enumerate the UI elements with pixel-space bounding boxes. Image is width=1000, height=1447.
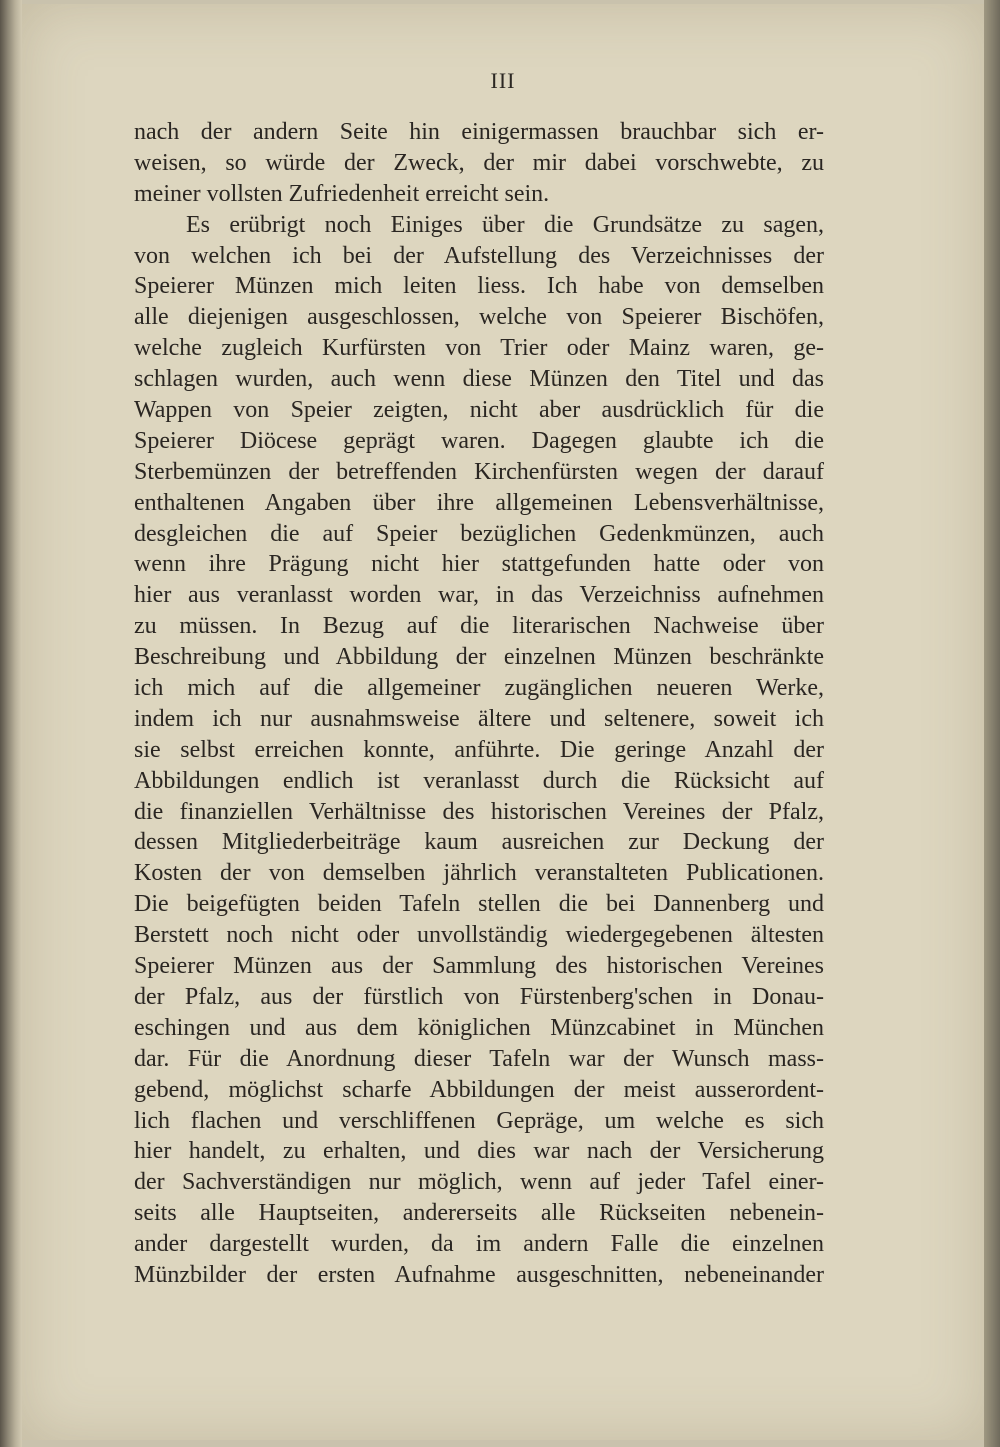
text-line: Speierer Münzen aus der Sammlung des historischen Vereines [134, 953, 824, 980]
text-line: Abbildungen endlich ist veranlasst durch die Rücksicht auf [134, 767, 824, 794]
text-line: ich mich auf die allgemeiner zugänglichen neueren Werke, [134, 675, 824, 702]
text-line: zu müssen. In Bezug auf die literarischen Nachweise über [134, 613, 824, 640]
text-line: gebend, möglichst scharfe Abbildungen der meist ausserordent- [134, 1076, 824, 1103]
text-line: weisen, so würde der Zweck, der mir dabei vorschwebte, zu [134, 149, 824, 176]
text-line: die finanziellen Verhältnisse des historischen Vereines der Pfalz, [134, 798, 824, 825]
text-line: eschingen und aus dem königlichen Münzcabinet in München [134, 1014, 824, 1041]
book-spine-edge [0, 0, 22, 1447]
text-line: Münzbilder der ersten Aufnahme ausgeschnitten, nebeneinander [134, 1261, 824, 1288]
text-line: Beschreibung und Abbildung der einzelnen Münzen beschränkte [134, 644, 824, 671]
text-line: Speierer Münzen mich leiten liess. Ich habe von demselben [134, 273, 824, 300]
text-line: hier aus veranlasst worden war, in das Verzeichniss aufnehmen [134, 582, 824, 609]
text-line: meiner vollsten Zufriedenheit erreicht sein. [134, 180, 550, 207]
text-line: Kosten der von demselben jährlich veranstalteten Publicationen. [134, 860, 824, 887]
text-line: ander dargestellt wurden, da im andern Falle die einzelnen [134, 1231, 824, 1258]
body-text [134, 117, 824, 1291]
text-line: von welchen ich bei der Aufstellung des Verzeichnisses der [134, 242, 824, 269]
text-line: seits alle Hauptseiten, andererseits alle Rückseiten nebenein- [134, 1200, 824, 1227]
text-line: der Pfalz, aus der fürstlich von Fürstenberg'schen in Donau- [134, 983, 824, 1010]
text-line: schlagen wurden, auch wenn diese Münzen den Titel und das [134, 366, 824, 393]
text-line: Speierer Diöcese geprägt waren. Dagegen glaubte ich die [134, 427, 824, 454]
text-line: alle diejenigen ausgeschlossen, welche von Speierer Bischöfen, [134, 304, 824, 331]
text-line: hier handelt, zu erhalten, und dies war nach der Versicherung [134, 1138, 824, 1165]
text-line: dar. Für die Anordnung dieser Tafeln war der Wunsch mass- [134, 1045, 824, 1072]
text-line: nach der andern Seite hin einigermassen brauchbar sich er- [134, 119, 824, 145]
text-line: Wappen von Speier zeigten, nicht aber ausdrücklich für die [134, 397, 824, 424]
text-line: Sterbemünzen der betreffenden Kirchenfürsten wegen der darauf [134, 458, 824, 485]
book-page [22, 4, 984, 1440]
text-line: Es erübrigt noch Einiges über die Grundsätze zu sagen, [186, 211, 824, 238]
text-line: sie selbst erreichen konnte, anführte. Die geringe Anzahl der [134, 736, 824, 763]
page-right-edge [984, 0, 1000, 1447]
text-line: welche zugleich Kurfürsten von Trier oder Mainz waren, ge- [134, 335, 824, 362]
text-line: indem ich nur ausnahmsweise ältere und seltenere, soweit ich [134, 705, 824, 732]
text-line: desgleichen die auf Speier bezüglichen Gedenkmünzen, auch [134, 520, 824, 547]
page-number: III [490, 68, 516, 93]
text-line: lich flachen und verschliffenen Gepräge, um welche es sich [134, 1107, 824, 1134]
text-line: Berstett noch nicht oder unvollständig wiedergegebenen ältesten [134, 922, 824, 949]
text-line: der Sachverständigen nur möglich, wenn auf jeder Tafel einer- [134, 1169, 824, 1196]
text-line: wenn ihre Prägung nicht hier stattgefunden hatte oder von [134, 551, 824, 578]
text-line: dessen Mitgliederbeiträge kaum ausreichen zur Deckung der [134, 829, 824, 856]
text-line: Die beigefügten beiden Tafeln stellen die bei Dannenberg und [134, 891, 824, 918]
text-line: enthaltenen Angaben über ihre allgemeinen Lebensverhältnisse, [134, 489, 824, 516]
